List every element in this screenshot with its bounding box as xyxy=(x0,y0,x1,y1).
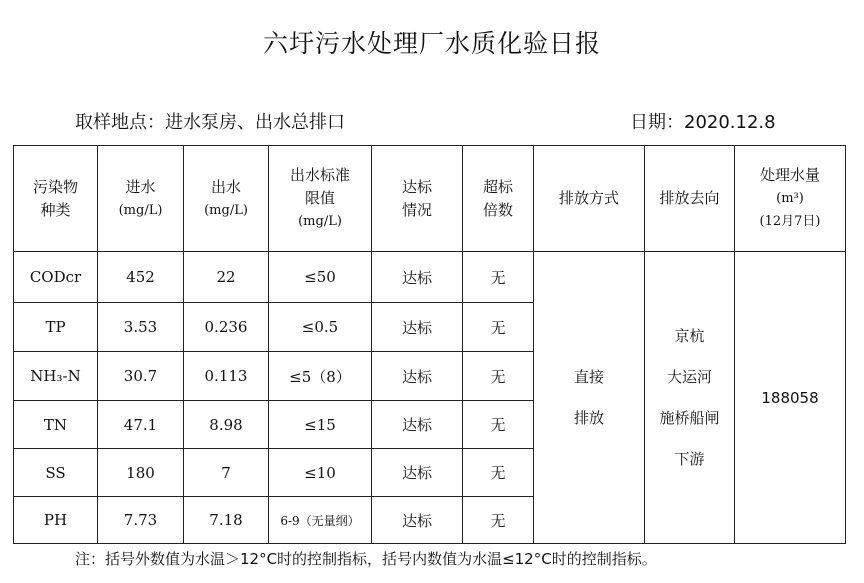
effluent-value: 22 xyxy=(184,252,269,303)
limit-value: 6-9（无量纲） xyxy=(269,497,372,544)
compliance-status: 达标 xyxy=(372,449,463,497)
header-compliance: 达标 情况 xyxy=(372,146,463,252)
report-title: 六圩污水处理厂水质化验日报 xyxy=(262,29,601,58)
discharge-destination-cell: 京杭 大运河 施桥船闸 下游 xyxy=(645,252,735,544)
report-date: 日期：2020.12.8 xyxy=(630,112,776,133)
header-volume: 处理水量 (m³) (12月7日) xyxy=(735,146,846,252)
influent-value: 47.1 xyxy=(98,401,184,449)
effluent-value: 7 xyxy=(184,449,269,497)
effluent-value: 8.98 xyxy=(184,401,269,449)
exceed-value: 无 xyxy=(463,252,534,303)
influent-value: 452 xyxy=(98,252,184,303)
compliance-status: 达标 xyxy=(372,303,463,352)
sampling-location: 取样地点：进水泵房、出水总排口 xyxy=(75,112,345,133)
table-header-row xyxy=(14,146,846,252)
pollutant-name: SS xyxy=(14,449,98,497)
pollutant-name: TP xyxy=(14,303,98,352)
limit-value: ≤15 xyxy=(269,401,372,449)
header-discharge-method: 排放方式 xyxy=(534,146,645,252)
compliance-status: 达标 xyxy=(372,497,463,544)
header-discharge-to: 排放去向 xyxy=(645,146,735,252)
compliance-status: 达标 xyxy=(372,401,463,449)
effluent-value: 0.236 xyxy=(184,303,269,352)
header-effluent: 出水 (mg/L) xyxy=(184,146,269,252)
header-limit: 出水标准 限值 (mg/L) xyxy=(269,146,372,252)
limit-value: ≤0.5 xyxy=(269,303,372,352)
pollutant-name: NH₃-N xyxy=(14,352,98,401)
compliance-status: 达标 xyxy=(372,252,463,303)
header-pollutant: 污染物 种类 xyxy=(14,146,98,252)
limit-value: ≤10 xyxy=(269,449,372,497)
pollutant-name: PH xyxy=(14,497,98,544)
pollutant-name: CODcr xyxy=(14,252,98,303)
exceed-value: 无 xyxy=(463,497,534,544)
water-quality-table xyxy=(13,145,846,544)
exceed-value: 无 xyxy=(463,303,534,352)
limit-value: ≤5（8） xyxy=(269,352,372,401)
exceed-value: 无 xyxy=(463,352,534,401)
header-influent: 进水 (mg/L) xyxy=(98,146,184,252)
exceed-value: 无 xyxy=(463,449,534,497)
footnote: 注：括号外数值为水温＞12°C时的控制指标，括号内数值为水温≤12°C时的控制指标。 xyxy=(75,550,657,568)
discharge-method-cell: 直接 排放 xyxy=(534,252,645,544)
header-exceed: 超标 倍数 xyxy=(463,146,534,252)
effluent-value: 0.113 xyxy=(184,352,269,401)
table-row xyxy=(14,252,846,303)
pollutant-name: TN xyxy=(14,401,98,449)
effluent-value: 7.18 xyxy=(184,497,269,544)
compliance-status: 达标 xyxy=(372,352,463,401)
influent-value: 7.73 xyxy=(98,497,184,544)
influent-value: 30.7 xyxy=(98,352,184,401)
influent-value: 180 xyxy=(98,449,184,497)
exceed-value: 无 xyxy=(463,401,534,449)
treated-volume: 188058 xyxy=(735,252,846,544)
influent-value: 3.53 xyxy=(98,303,184,352)
limit-value: ≤50 xyxy=(269,252,372,303)
